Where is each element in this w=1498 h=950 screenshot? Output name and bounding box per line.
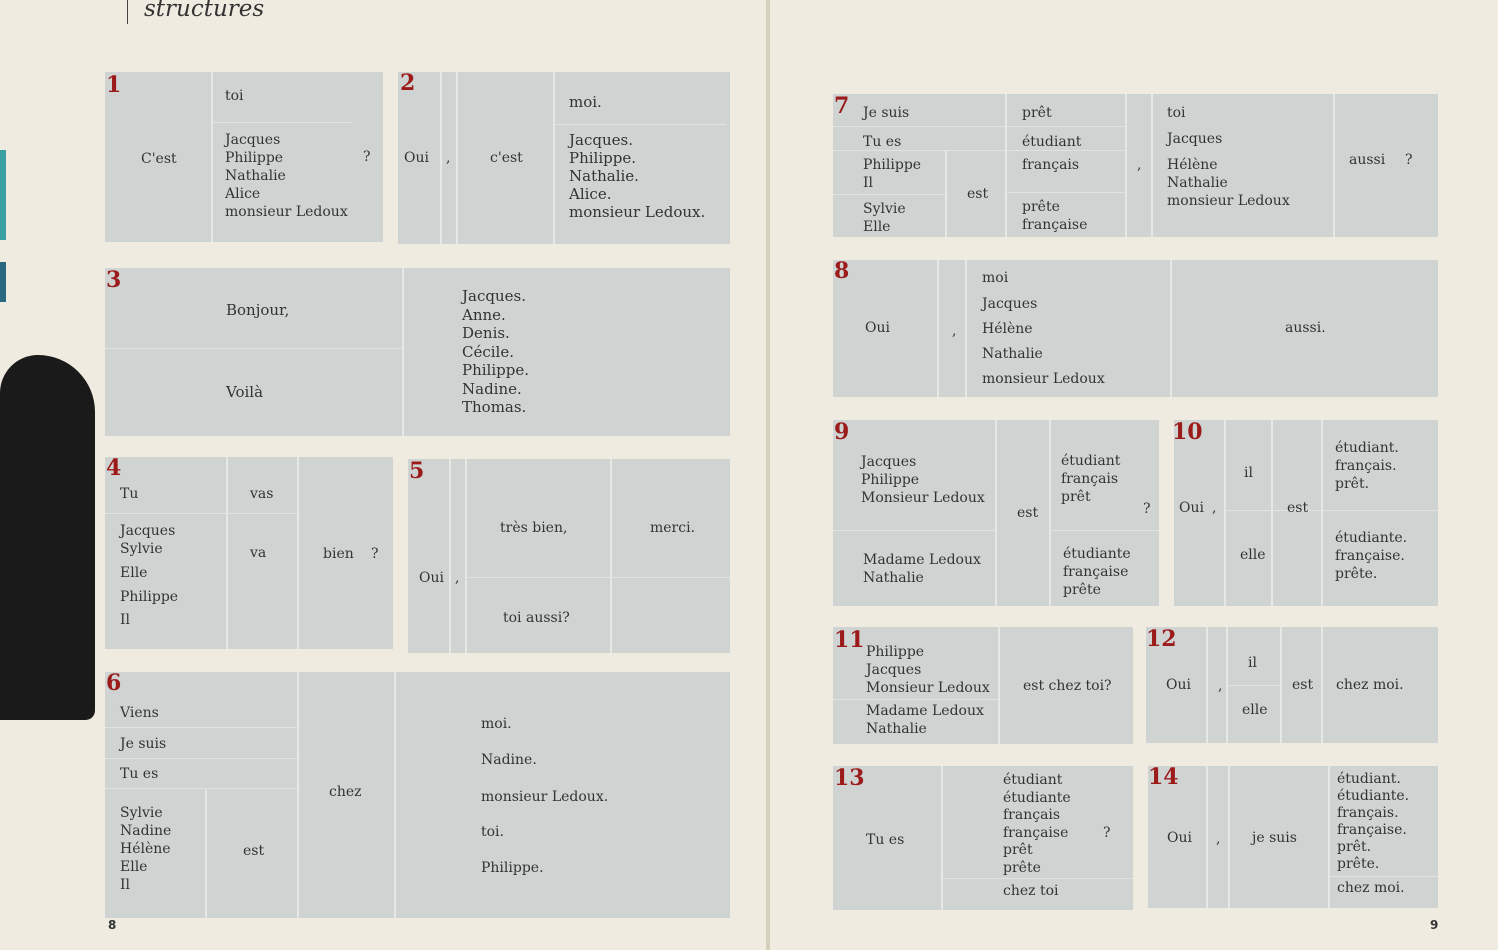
ex10-adj-f: étudiante. française. prête. [1335,530,1408,582]
ex10-number: 10 [1172,419,1203,445]
ex4-jacques-sylvie: Jacques Sylvie [120,523,176,557]
exercise-11 [833,627,1133,744]
ex2-oui: Oui [404,150,429,166]
ex1-number: 1 [106,72,122,98]
ex7-aussi: aussi [1349,152,1386,168]
ex6-tu-es: Tu es [120,766,159,782]
ex6-est: est [243,843,265,859]
ex2-number: 2 [400,70,416,96]
book-spine [766,0,770,950]
ex2-names: Jacques. Philippe. Nathalie. Alice. monsieur Ledoux. [569,131,706,221]
ex9-number: 9 [834,419,850,445]
ex10-elle: elle [1240,547,1266,563]
ex8-aussi: aussi. [1285,320,1326,336]
ex4-vas: vas [250,486,274,502]
ex11-names-m: Philippe Jacques Monsieur Ledoux [866,644,990,696]
ex4-tu: Tu [120,486,139,502]
exercise-6 [105,672,730,918]
ex13-chez-toi: chez toi [1003,883,1059,899]
ex13-adjectives: étudiant étudiante français française prêt prête [1003,772,1071,876]
ex13-question: ? [1103,825,1111,841]
hand-shadow [0,355,95,720]
exercise-12 [1146,627,1438,743]
ex5-comma: , [455,570,460,586]
ex7-francais: français [1022,157,1080,173]
ex14-chez-moi: chez moi. [1337,880,1405,896]
ex12-chez-moi: chez moi. [1336,677,1404,693]
exercise-13 [833,766,1133,910]
ex10-adj-m: étudiant. français. prêt. [1335,440,1399,492]
ex1-cest: C'est [141,151,177,167]
ex14-adjectives: étudiant. étudiante. français. française. prêt. prête. [1337,771,1410,872]
ex4-number: 4 [106,455,122,481]
ex12-number: 12 [1146,626,1177,652]
ex4-il: Il [120,612,131,628]
exercise-7 [833,94,1438,237]
ex6-moi: moi. [481,716,512,732]
ex5-merci: merci. [650,520,696,536]
ex3-bonjour: Bonjour, [226,301,290,319]
ex1-names: Jacques Philippe Nathalie Alice monsieur Ledoux [225,132,348,220]
ex14-comma: , [1216,831,1221,847]
ex9-est: est [1017,505,1039,521]
ex2-cest: c'est [490,150,523,166]
ex13-tu-es: Tu es [866,832,905,848]
page-number-right: 9 [1430,918,1439,932]
ex10-comma: , [1212,500,1217,516]
ex11-names-f: Madame Ledoux Nathalie [866,703,984,737]
ex7-jacques: Jacques [1167,131,1223,147]
ex6-number: 6 [106,670,122,696]
ex3-number: 3 [106,267,122,293]
ex12-comma: , [1218,678,1223,694]
ex11-number: 11 [834,627,865,653]
ex9-names-f: Madame Ledoux Nathalie [863,552,981,586]
page-number-left: 8 [108,918,117,932]
ex13-number: 13 [834,765,865,791]
ex9-adj-f: étudiante française prête [1063,546,1131,598]
ex5-toi-aussi: toi aussi? [503,610,570,626]
ex7-est: est [967,186,989,202]
ex6-philippe: Philippe. [481,860,544,876]
ex12-oui: Oui [1166,677,1191,693]
cover-edge [0,262,6,302]
ex7-je-suis: Je suis [863,105,910,121]
ex8-number: 8 [834,258,850,284]
ex12-est: est [1292,677,1314,693]
ex7-etudiant: étudiant [1022,134,1082,150]
ex14-je-suis: je suis [1252,830,1297,846]
ex9-adj-m: étudiant français prêt [1061,453,1121,505]
ex8-jacques: Jacques [982,296,1038,312]
section-title: structures [127,0,264,24]
ex7-names: Hélène Nathalie monsieur Ledoux [1167,157,1290,209]
exercise-5 [408,459,730,653]
ex3-voila: Voilà [226,383,264,401]
ex4-bien: bien [323,546,354,562]
ex8-helene: Hélène [982,321,1033,337]
ex2-moi: moi. [569,93,602,111]
ex6-toi: toi. [481,824,504,840]
ex12-il: il [1248,655,1257,671]
ex5-tres-bien: très bien, [500,520,568,536]
exercise-4 [105,457,393,649]
ex6-names: Sylvie Nadine Hélène Elle Il [120,805,172,893]
exercise-9 [833,420,1159,606]
ex8-comma: , [952,323,957,339]
exercise-1 [105,72,383,242]
ex6-viens: Viens [120,705,159,721]
ex8-moi: moi [982,270,1009,286]
exercise-2 [398,72,730,244]
exercise-14 [1148,766,1438,908]
ex9-names-m: Jacques Philippe Monsieur Ledoux [861,454,985,506]
ex1-toi: toi [225,88,244,104]
ex8-oui: Oui [865,320,890,336]
ex7-number: 7 [834,93,850,119]
ex1-question: ? [363,149,371,165]
cover-edge [0,150,6,240]
ex7-comma: , [1137,157,1142,173]
ex14-oui: Oui [1167,830,1192,846]
ex12-elle: elle [1242,702,1268,718]
ex7-philippe-il: Philippe Il [863,157,922,191]
ex14-number: 14 [1148,764,1179,790]
ex7-tu-es: Tu es [863,134,902,150]
ex3-names: Jacques. Anne. Denis. Cécile. Philippe. Nadine. Thomas. [462,287,529,416]
ex10-est: est [1287,500,1309,516]
exercise-10 [1174,420,1438,606]
ex7-sylvie-elle: Sylvie Elle [863,201,906,235]
ex6-chez: chez [329,784,362,800]
ex4-question: ? [371,546,379,562]
ex4-va: va [250,545,267,561]
ex4-elle: Elle [120,565,148,581]
ex11-est-chez-toi: est chez toi? [1023,678,1112,694]
ex8-monsieur: monsieur Ledoux [982,371,1105,387]
ex7-question: ? [1405,152,1413,168]
ex9-question: ? [1143,501,1151,517]
ex6-je-suis: Je suis [120,736,167,752]
ex7-prete-francaise: prête française [1022,199,1088,233]
ex7-pret: prêt [1022,105,1052,121]
ex6-monsieur: monsieur Ledoux. [481,789,609,805]
ex6-nadine: Nadine. [481,752,537,768]
ex5-number: 5 [409,458,425,484]
ex10-oui: Oui [1179,500,1204,516]
ex2-comma: , [446,150,451,166]
ex8-nathalie: Nathalie [982,346,1043,362]
exercise-3 [105,268,730,436]
ex10-il: il [1244,465,1253,481]
exercise-8 [833,260,1438,397]
ex5-oui: Oui [419,570,444,586]
ex7-toi: toi [1167,105,1186,121]
ex4-philippe: Philippe [120,589,179,605]
